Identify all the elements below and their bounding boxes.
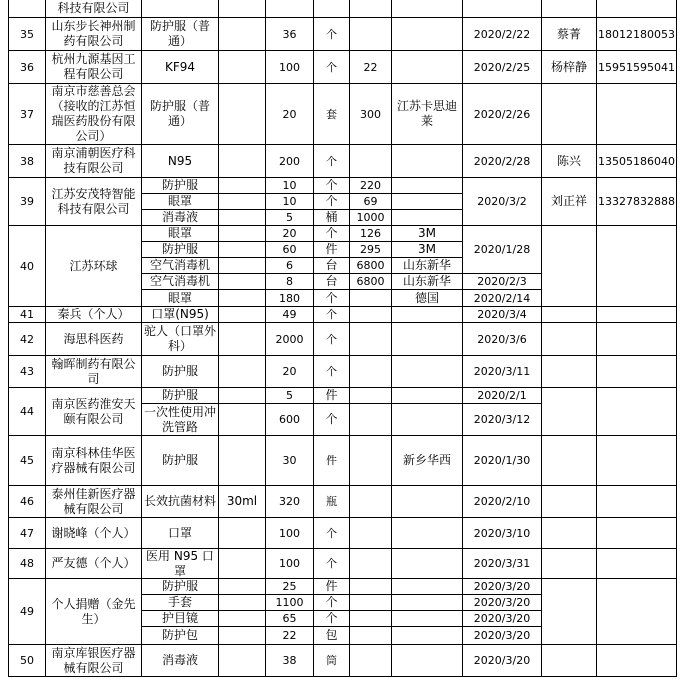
cell-qty: 36 [266, 18, 314, 51]
cell-phone [597, 388, 677, 436]
cell-date: 2020/3/12 [463, 404, 542, 436]
cell-item: 防护服（普通） [142, 84, 219, 145]
cell-unit: 桶 [314, 210, 350, 226]
cell-price: 295 [350, 242, 392, 258]
cell-item: 空气消毒机 [142, 258, 219, 274]
cell-price: 1000 [350, 210, 392, 226]
cell-spec [219, 627, 266, 645]
cell-spec: 30ml [219, 486, 266, 518]
cell-no: 46 [8, 486, 46, 518]
cell-qty: 600 [266, 404, 314, 436]
cell-spec [219, 323, 266, 356]
cell-price [350, 323, 392, 356]
cell-spec [219, 84, 266, 145]
cell-price [350, 645, 392, 677]
cell-contact [542, 436, 597, 486]
cell-no: 47 [8, 518, 46, 549]
cell-phone [597, 549, 677, 579]
cell-unit: 个 [314, 226, 350, 242]
cell-maker: 江苏卡思迪莱 [392, 84, 463, 145]
cell-item: 空气消毒机 [142, 274, 219, 290]
cell-spec [219, 579, 266, 595]
cell-qty: 200 [266, 145, 314, 178]
cell-date: 2020/3/20 [463, 645, 542, 677]
cell-phone [597, 436, 677, 486]
cell-unit: 个 [314, 611, 350, 627]
cell-qty: 5 [266, 210, 314, 226]
cell-org: 秦兵（个人） [46, 307, 142, 323]
cell-no: 44 [8, 388, 46, 436]
cell-item: 手套 [142, 595, 219, 611]
cell-unit [314, 0, 350, 18]
cell-phone [597, 84, 677, 145]
cell-date: 2020/3/11 [463, 356, 542, 388]
cell-qty: 49 [266, 307, 314, 323]
cell-no: 41 [8, 307, 46, 323]
cell-qty: 8 [266, 274, 314, 290]
cell-maker [392, 356, 463, 388]
cell-qty: 20 [266, 84, 314, 145]
cell-date: 2020/2/28 [463, 145, 542, 178]
cell-qty: 100 [266, 51, 314, 84]
cell-date: 2020/2/26 [463, 84, 542, 145]
cell-item: 防护服 [142, 436, 219, 486]
cell-price [350, 611, 392, 627]
cell-no: 43 [8, 356, 46, 388]
cell-maker [392, 611, 463, 627]
cell-price: 6800 [350, 258, 392, 274]
cell-spec [219, 242, 266, 258]
cell-item: 防护服 [142, 579, 219, 595]
cell-price: 220 [350, 178, 392, 194]
cell-org: 江苏安茂特智能科技有限公司 [46, 178, 142, 226]
cell-maker [392, 518, 463, 549]
cell-maker: 3M [392, 226, 463, 242]
cell-maker [392, 18, 463, 51]
cell-maker: 山东新华 [392, 258, 463, 274]
cell-unit: 包 [314, 627, 350, 645]
cell-unit: 个 [314, 18, 350, 51]
cell-no: 40 [8, 226, 46, 307]
cell-contact [542, 323, 597, 356]
cell-maker [392, 595, 463, 611]
cell-qty: 30 [266, 436, 314, 486]
cell-maker [392, 486, 463, 518]
cell-date: 2020/2/3 [463, 274, 542, 290]
cell-spec [219, 178, 266, 194]
cell-item: 驼人（口罩外科） [142, 323, 219, 356]
cell-contact [542, 486, 597, 518]
cell-phone: 15951595041 [597, 51, 677, 84]
cell-qty: 2000 [266, 323, 314, 356]
cell-maker [392, 178, 463, 194]
cell-date: 2020/3/10 [463, 518, 542, 549]
cell-no: 39 [8, 178, 46, 226]
cell-maker [392, 194, 463, 210]
cell-unit: 个 [314, 518, 350, 549]
cell-maker [392, 549, 463, 579]
cell-price [350, 0, 392, 18]
cell-item: 护目镜 [142, 611, 219, 627]
cell-org: 科技有限公司 [46, 0, 142, 18]
cell-item: N95 [142, 145, 219, 178]
cell-maker [392, 404, 463, 436]
cell-contact [542, 84, 597, 145]
cell-qty: 20 [266, 356, 314, 388]
cell-maker [392, 388, 463, 404]
cell-item: 眼罩 [142, 290, 219, 307]
cell-maker: 新乡华西 [392, 436, 463, 486]
cell-date: 2020/3/4 [463, 307, 542, 323]
cell-spec [219, 307, 266, 323]
cell-price [350, 549, 392, 579]
cell-unit: 台 [314, 274, 350, 290]
cell-date: 2020/2/25 [463, 51, 542, 84]
cell-maker [392, 323, 463, 356]
cell-no: 48 [8, 549, 46, 579]
cell-org: 南京科林佳华医疗器械有限公司 [46, 436, 142, 486]
cell-phone [597, 518, 677, 549]
cell-org: 海思科医药 [46, 323, 142, 356]
cell-item: 口罩 [142, 518, 219, 549]
cell-price [350, 356, 392, 388]
cell-contact [542, 356, 597, 388]
cell-qty: 10 [266, 178, 314, 194]
cell-item: 一次性使用冲洗管路 [142, 404, 219, 436]
cell-price: 300 [350, 84, 392, 145]
cell-date: 2020/3/20 [463, 595, 542, 611]
cell-spec [219, 18, 266, 51]
cell-item: 防护服 [142, 356, 219, 388]
cell-spec [219, 549, 266, 579]
cell-item [142, 0, 219, 18]
cell-org: 南京市慈善总会（接收的江苏恒瑞医药股份有限公司） [46, 84, 142, 145]
cell-unit: 件 [314, 436, 350, 486]
cell-date [463, 0, 542, 18]
cell-no: 50 [8, 645, 46, 677]
cell-spec [219, 0, 266, 18]
cell-item: KF94 [142, 51, 219, 84]
cell-phone: 18012180053 [597, 18, 677, 51]
cell-qty: 180 [266, 290, 314, 307]
cell-qty: 6 [266, 258, 314, 274]
cell-price [350, 579, 392, 595]
cell-unit: 个 [314, 178, 350, 194]
cell-qty: 65 [266, 611, 314, 627]
cell-org: 泰州佳新医疗器械有限公司 [46, 486, 142, 518]
cell-contact [542, 549, 597, 579]
cell-unit: 个 [314, 307, 350, 323]
cell-date: 2020/2/22 [463, 18, 542, 51]
cell-unit: 台 [314, 258, 350, 274]
cell-org: 谢晓峰（个人） [46, 518, 142, 549]
cell-spec [219, 194, 266, 210]
cell-qty: 38 [266, 645, 314, 677]
cell-maker [392, 307, 463, 323]
cell-unit: 个 [314, 549, 350, 579]
cell-phone [597, 226, 677, 307]
cell-phone [597, 486, 677, 518]
cell-date: 2020/1/28 [463, 226, 542, 274]
cell-no [8, 0, 46, 18]
cell-spec [219, 226, 266, 242]
cell-price [350, 627, 392, 645]
cell-price [350, 486, 392, 518]
cell-org: 翰晖制药有限公司 [46, 356, 142, 388]
cell-phone [597, 323, 677, 356]
cell-contact [542, 307, 597, 323]
cell-spec [219, 595, 266, 611]
cell-no: 45 [8, 436, 46, 486]
cell-spec [219, 258, 266, 274]
cell-spec [219, 290, 266, 307]
cell-maker [392, 145, 463, 178]
cell-phone [597, 0, 677, 18]
cell-contact: 杨梓静 [542, 51, 597, 84]
cell-contact [542, 226, 597, 307]
cell-unit: 个 [314, 404, 350, 436]
cell-unit: 个 [314, 290, 350, 307]
cell-date: 2020/2/10 [463, 486, 542, 518]
cell-price [350, 145, 392, 178]
cell-qty: 22 [266, 627, 314, 645]
cell-spec [219, 611, 266, 627]
cell-contact [542, 0, 597, 18]
cell-price: 126 [350, 226, 392, 242]
cell-price [350, 290, 392, 307]
cell-date: 2020/3/20 [463, 579, 542, 595]
cell-item: 消毒液 [142, 210, 219, 226]
cell-price: 22 [350, 51, 392, 84]
cell-no: 49 [8, 579, 46, 645]
cell-spec [219, 404, 266, 436]
cell-spec [219, 645, 266, 677]
cell-org: 南京医药淮安天颐有限公司 [46, 388, 142, 436]
cell-unit: 个 [314, 356, 350, 388]
cell-price [350, 307, 392, 323]
cell-contact: 蔡菁 [542, 18, 597, 51]
cell-qty: 100 [266, 549, 314, 579]
cell-qty: 5 [266, 388, 314, 404]
cell-price: 6800 [350, 274, 392, 290]
cell-item: 长效抗菌材料 [142, 486, 219, 518]
cell-no: 37 [8, 84, 46, 145]
cell-maker [392, 51, 463, 84]
cell-maker: 德国 [392, 290, 463, 307]
cell-qty: 1100 [266, 595, 314, 611]
cell-item: 防护服（普通） [142, 18, 219, 51]
cell-unit: 筒 [314, 645, 350, 677]
cell-unit: 瓶 [314, 486, 350, 518]
cell-org: 山东步长神州制药有限公司 [46, 18, 142, 51]
cell-contact: 刘正祥 [542, 178, 597, 226]
cell-org: 严友德（个人） [46, 549, 142, 579]
cell-unit: 件 [314, 242, 350, 258]
cell-item: 眼罩 [142, 226, 219, 242]
cell-maker: 3M [392, 242, 463, 258]
cell-org: 江苏环球 [46, 226, 142, 307]
cell-date: 2020/3/20 [463, 627, 542, 645]
cell-phone: 13327832888 [597, 178, 677, 226]
cell-date: 2020/2/14 [463, 290, 542, 307]
cell-qty: 320 [266, 486, 314, 518]
cell-contact [542, 518, 597, 549]
cell-qty [266, 0, 314, 18]
cell-spec [219, 274, 266, 290]
cell-unit: 个 [314, 323, 350, 356]
cell-qty: 25 [266, 579, 314, 595]
cell-unit: 件 [314, 579, 350, 595]
cell-spec [219, 388, 266, 404]
cell-qty: 60 [266, 242, 314, 258]
cell-org: 杭州九源基因工程有限公司 [46, 51, 142, 84]
cell-item: 医用 N95 口罩 [142, 549, 219, 579]
cell-price [350, 388, 392, 404]
cell-item: 防护服 [142, 178, 219, 194]
cell-contact [542, 388, 597, 436]
cell-item: 眼罩 [142, 194, 219, 210]
cell-unit: 个 [314, 145, 350, 178]
cell-org: 个人捐赠（金先生） [46, 579, 142, 645]
cell-date: 2020/3/20 [463, 611, 542, 627]
cell-unit: 个 [314, 595, 350, 611]
cell-contact [542, 579, 597, 645]
cell-price [350, 404, 392, 436]
cell-item: 防护包 [142, 627, 219, 645]
cell-maker [392, 0, 463, 18]
cell-phone [597, 307, 677, 323]
cell-date: 2020/3/31 [463, 549, 542, 579]
cell-item: 防护服 [142, 388, 219, 404]
cell-item: 口罩(N95) [142, 307, 219, 323]
cell-spec [219, 145, 266, 178]
cell-unit: 个 [314, 51, 350, 84]
cell-maker [392, 627, 463, 645]
cell-no: 36 [8, 51, 46, 84]
cell-maker [392, 210, 463, 226]
cell-spec [219, 518, 266, 549]
cell-unit: 个 [314, 194, 350, 210]
cell-phone: 13505186040 [597, 145, 677, 178]
cell-contact: 陈兴 [542, 145, 597, 178]
cell-price [350, 518, 392, 549]
cell-qty: 10 [266, 194, 314, 210]
cell-maker [392, 579, 463, 595]
cell-phone [597, 579, 677, 645]
cell-org: 南京浦朝医疗科技有限公司 [46, 145, 142, 178]
cell-phone [597, 356, 677, 388]
cell-item: 防护服 [142, 242, 219, 258]
cell-date: 2020/3/2 [463, 178, 542, 226]
cell-spec [219, 436, 266, 486]
cell-unit: 套 [314, 84, 350, 145]
cell-contact [542, 645, 597, 677]
cell-price [350, 18, 392, 51]
cell-spec [219, 356, 266, 388]
cell-no: 35 [8, 18, 46, 51]
cell-spec [219, 51, 266, 84]
cell-qty: 100 [266, 518, 314, 549]
cell-price: 69 [350, 194, 392, 210]
cell-org: 南京库银医疗器械有限公司 [46, 645, 142, 677]
cell-maker: 山东新华 [392, 274, 463, 290]
cell-date: 2020/1/30 [463, 436, 542, 486]
cell-phone [597, 645, 677, 677]
cell-unit: 件 [314, 388, 350, 404]
cell-date: 2020/3/6 [463, 323, 542, 356]
cell-no: 38 [8, 145, 46, 178]
cell-price [350, 436, 392, 486]
cell-spec [219, 210, 266, 226]
cell-price [350, 595, 392, 611]
cell-no: 42 [8, 323, 46, 356]
cell-maker [392, 645, 463, 677]
cell-qty: 20 [266, 226, 314, 242]
cell-date: 2020/2/1 [463, 388, 542, 404]
cell-item: 消毒液 [142, 645, 219, 677]
